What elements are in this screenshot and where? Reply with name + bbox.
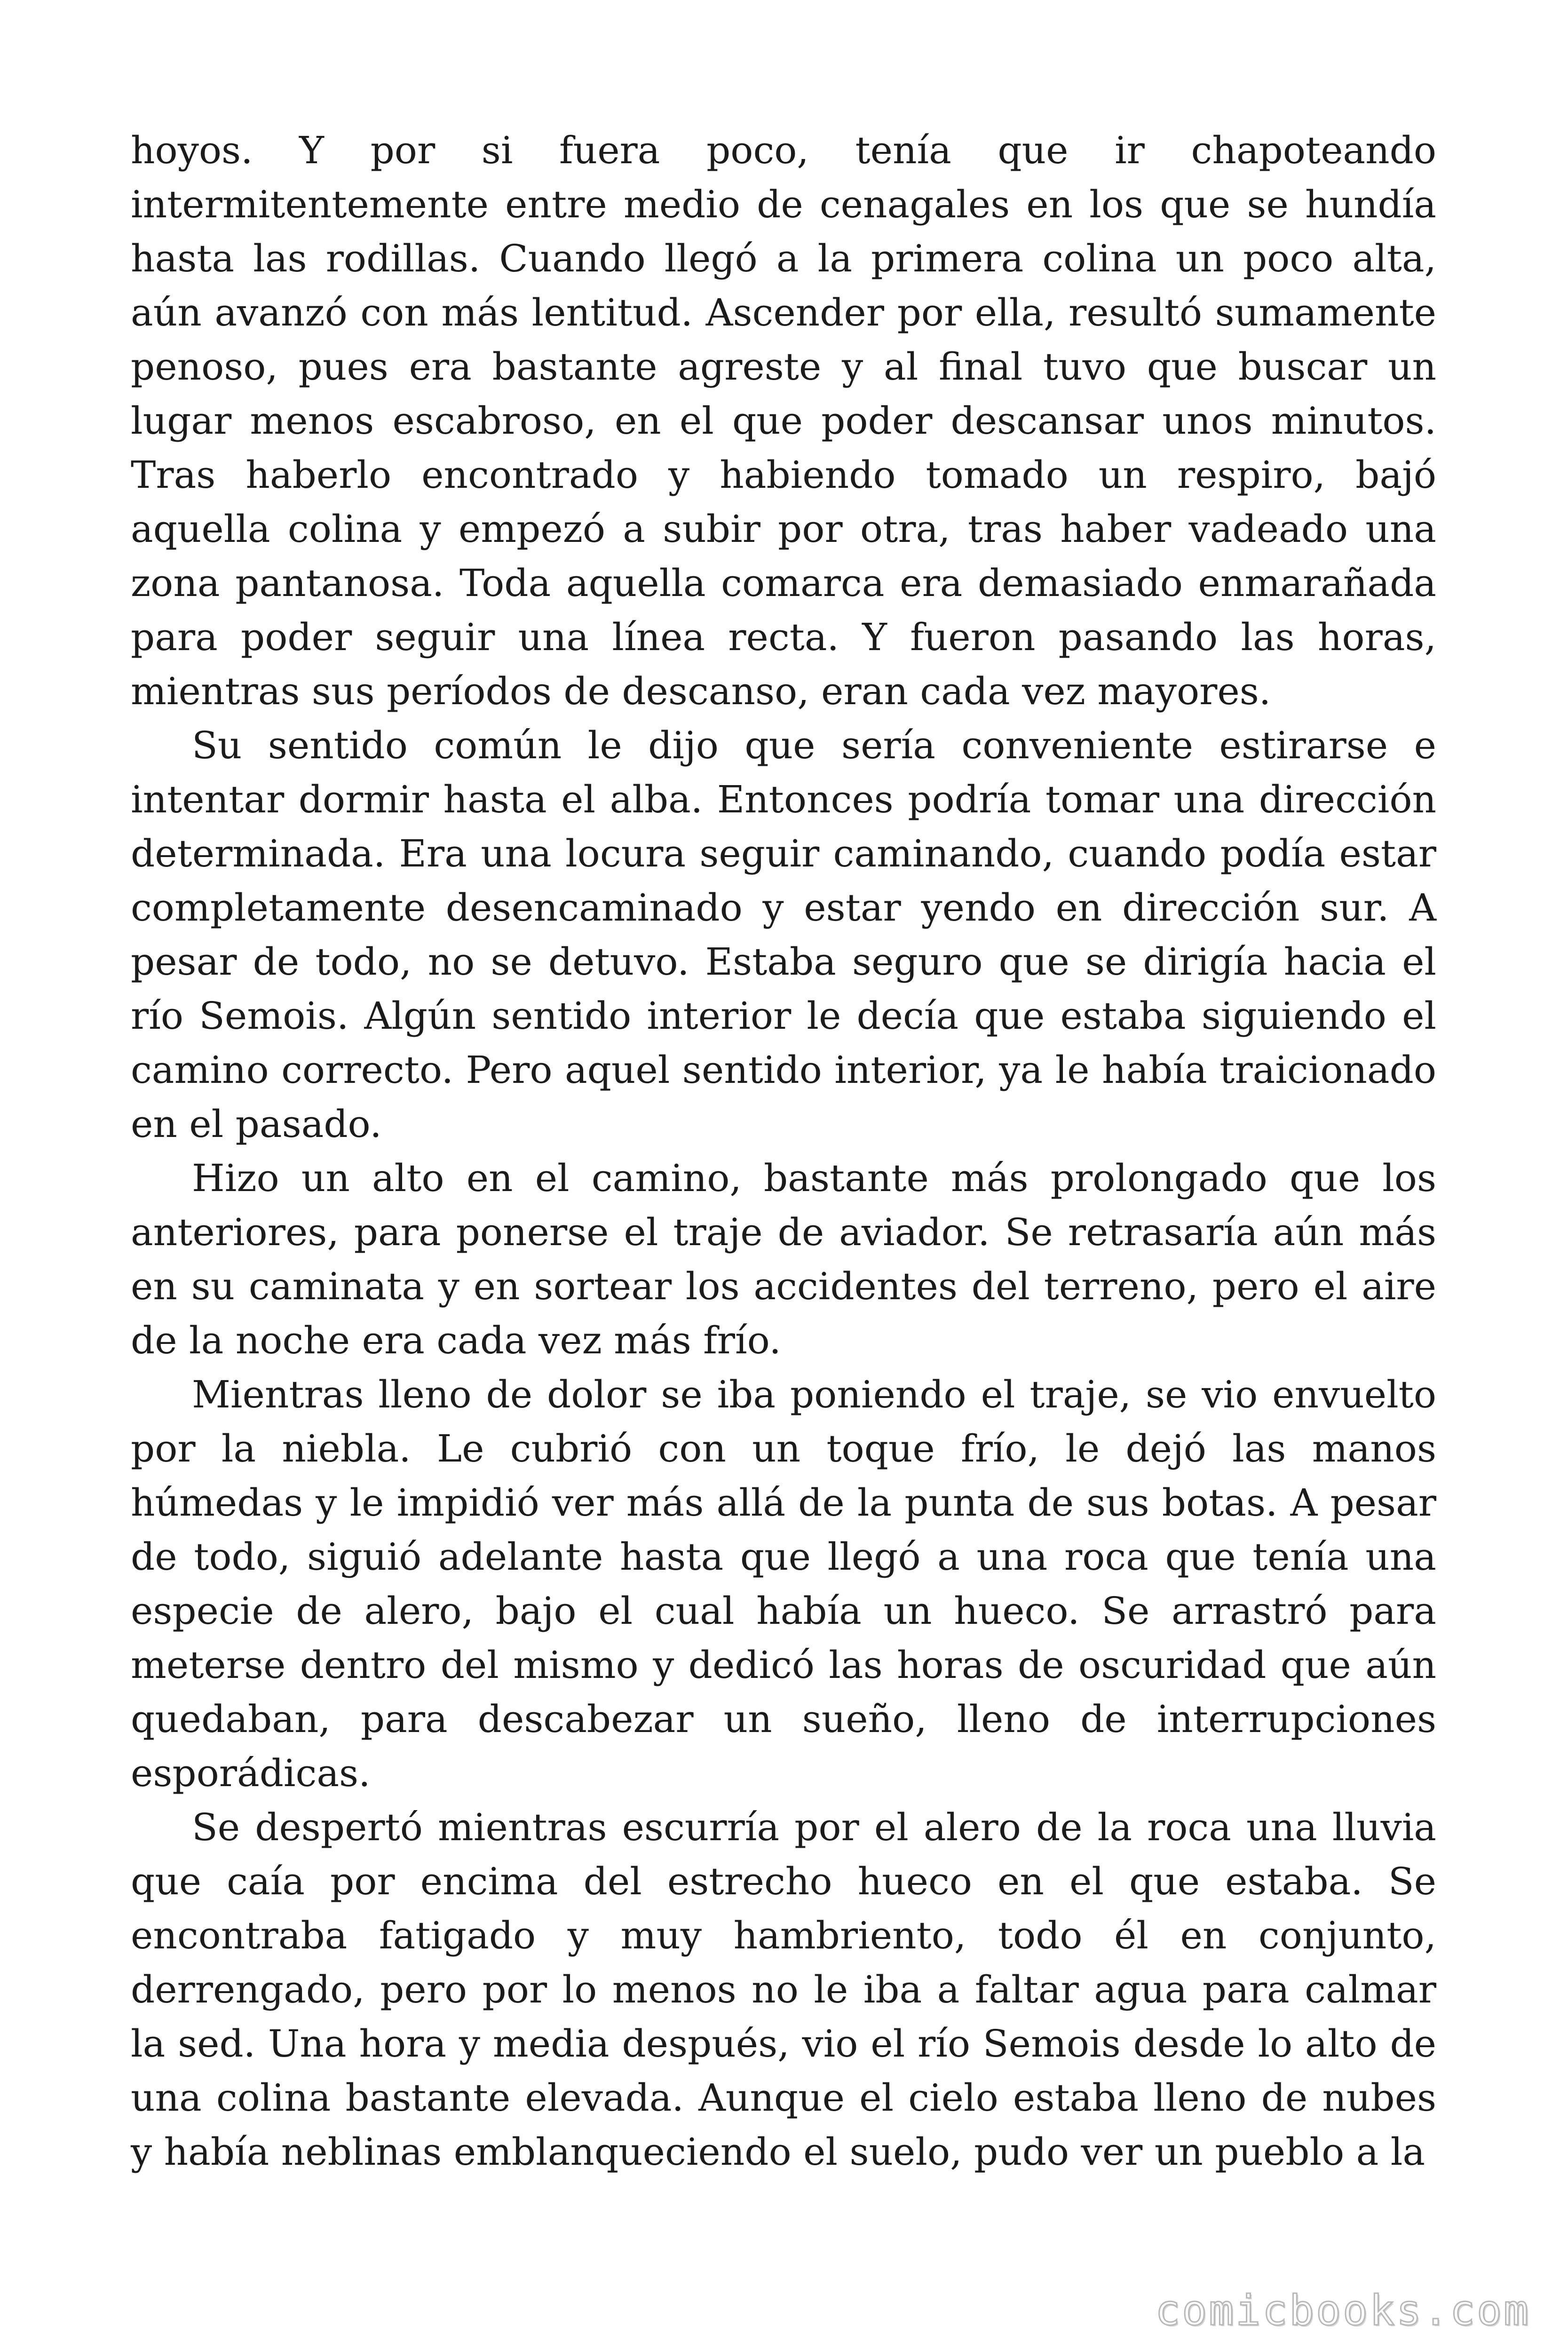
paragraph-2: Su sentido común le dijo que sería conveniente estirarse e intentar dormir hasta el alba. Entonces podría tomar una dirección determinada. Era una locura seguir caminando, cuando podía estar completamente desencaminado y estar yendo en dirección sur. A pesar de todo, no se detuvo. Estaba seguro que se dirigía hacia el río Semois. Algún sentido interior le decía que estaba siguiendo el camino correcto. Pero aquel sentido interior, ya le había traicionado en el pasado. <box>131 723 1436 1146</box>
paragraph-1: hoyos. Y por si fuera poco, tenía que ir chapoteando intermitentemente entre medio de cenagales en los que se hundía hasta las rodillas. Cuando llegó a la primera colina un poco alta, aún avanzó con más lentitud. Ascender por ella, resultó sumamente penoso, pues era bastante agreste y al final tuvo que buscar un lugar menos escabroso, en el que poder descansar unos minutos. Tras haberlo encontrado y habiendo tomado un respiro, bajó aquella colina y empezó a subir por otra, tras haber vadeado una zona pantanosa. Toda aquella comarca era demasiado enmarañada para poder seguir una línea recta. Y fueron pasando las horas, mientras sus períodos de descanso, eran cada vez mayores. <box>131 128 1436 713</box>
paragraph-3: Hizo un alto en el camino, bastante más prolongado que los anteriores, para ponerse el traje de aviador. Se retrasaría aún más en su caminata y en sortear los accidentes del terreno, pero el aire de la noche era cada vez más frío. <box>131 1156 1436 1362</box>
body-text <box>131 123 1436 2179</box>
watermark: comicbooks.com <box>1155 2286 1530 2335</box>
paragraph-5: Se despertó mientras escurría por el alero de la roca una lluvia que caía por encima del estrecho hueco en el que estaba. Se encontraba fatigado y muy hambriento, todo él en conjunto, derrengado, pero por lo menos no le iba a faltar agua para calmar la sed. Una hora y media después, vio el río Semois desde lo alto de una colina bastante elevada. Aunque el cielo estaba lleno de nubes y había neblinas emblanqueciendo el suelo, pudo ver un pueblo a la <box>131 1805 1436 2174</box>
paragraph-4: Mientras lleno de dolor se iba poniendo el traje, se vio envuelto por la niebla. Le cubrió con un toque frío, le dejó las manos húmedas y le impidió ver más allá de la punta de sus botas. A pesar de todo, siguió adelante hasta que llegó a una roca que tenía una especie de alero, bajo el cual había un hueco. Se arrastró para meterse dentro del mismo y dedicó las horas de oscuridad que aún quedaban, para descabezar un sueño, lleno de interrupciones esporádicas. <box>131 1373 1436 1795</box>
